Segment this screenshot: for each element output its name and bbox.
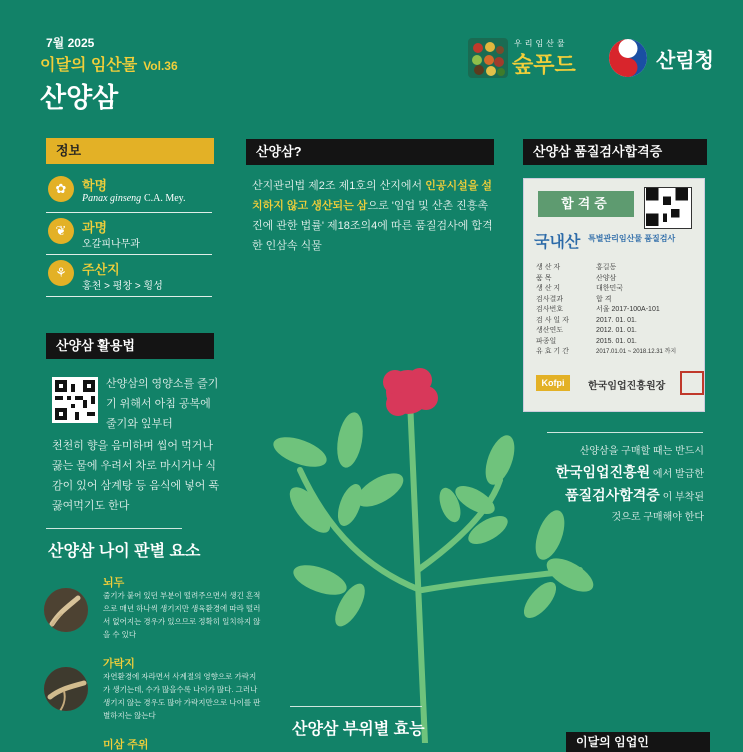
age-item-title: 가락지 [103, 658, 135, 670]
age-heading: 산양삼 나이 판별 요소 [48, 543, 201, 560]
cert-fields: 생 산 자 홍길동 품 목 산양삼 생 산 지 대한민국 검사결과 합 격 검사번호 서울 2017-100A-101 검 사 일 자 2017. 01. 01. 생산연도 2012. 01. 01. 파종일 2015. 01. 01. 유 효 기 간 2017.01.01 ~ 2018.12.31 까지 [536, 264, 677, 355]
efficacy-heading: 산양삼 부위별 효능 [292, 721, 425, 738]
page-title: 산양삼 [40, 83, 119, 113]
taegeuk-icon [608, 38, 648, 78]
cert-heading: 산양삼 품질검사합격증 [523, 139, 707, 165]
cert-issuer: 한국임업진흥원장 [588, 381, 666, 392]
usage-text-2: 천천히 향을 음미하며 씹어 먹거나 끓는 물에 우려서 차로 마시거나 식감이 있어 삼계탕 등 음식에 넣어 푹 끓여먹기도 한다 [52, 440, 220, 512]
cert-qr-icon [644, 187, 692, 229]
what-heading: 산양삼? [246, 139, 494, 165]
cert-stamp: 합격증 [538, 191, 634, 217]
age-item-title: 뇌두 [103, 577, 125, 589]
age-item-text: 줄기가 붙어 있던 부분이 떨려주으면서 생긴 흔적으로 매년 하나씩 생기지만 생육환경에 따라 떨러서 없어지는 경우가 있으므로 정확히 일치하지 않을 수 있다 [103, 591, 261, 639]
issue-month: 7월 2025 [46, 36, 95, 50]
qr-code-icon[interactable] [52, 377, 98, 423]
usage-text-1: 산양삼의 영양소를 즐기기 위해서 아침 공복에 줄기와 잎부터 [106, 378, 219, 430]
root-icon: ⚘ [48, 260, 74, 286]
info-row-scientific-name: ✿ 학명 Panax ginseng C.A. Mey. [46, 170, 212, 213]
forest-service-logo: 산림청 [608, 38, 718, 78]
leaf-icon: ✿ [48, 176, 74, 202]
divider [290, 706, 422, 707]
seal-icon [680, 371, 704, 395]
kofpi-logo: Kofpi [536, 375, 570, 391]
forester-heading: 이달의 임업인 [566, 732, 710, 752]
berry-cluster-icon [383, 368, 438, 416]
divider [46, 528, 182, 529]
info-heading: 정보 [46, 138, 214, 164]
what-text: 산지관리법 제2조 제1호의 산지에서 인공시설을 설치하지 않고 생산되는 삼으로 '임업 및 산촌 진흥촉진에 관한 법률' 제18조의4에 따른 품질검사에 합격한 인삼속 식물 [252, 180, 493, 252]
divider [547, 432, 703, 433]
age-item-title: 미삼 주위 [103, 739, 149, 751]
usage-heading: 산양삼 활용법 [46, 333, 214, 359]
sup-food-logo: 우리임산물 숲푸드 [468, 38, 588, 78]
newsletter-title: 이달의 임산물 Vol.36 [40, 57, 178, 74]
certificate-image [523, 178, 705, 412]
volume-number: Vol.36 [143, 59, 178, 73]
cert-subtitle: 특별관리임산물 품질검사 [588, 234, 676, 243]
cert-origin: 국내산 [534, 234, 581, 251]
herb-icon: ❦ [48, 218, 74, 244]
buy-guidance: 산양삼을 구매할 때는 반드시 한국임업진흥원 에서 발급한 품질검사합격증 이 부착된 것으로 구매해야 한다 [555, 446, 704, 523]
info-row-family: ❦ 과명 오갈피나무과 [46, 212, 212, 255]
info-row-region: ⚘ 주산지 홍천 > 평창 > 횡성 [46, 254, 212, 297]
sup-food-wordmark: 숲푸드 [512, 52, 576, 77]
age-item-text: 자연환경에 자라면서 사계절의 영향으로 가락지가 생기는데, 수가 많을수록 나이가 많다. 그러나 생기지 않는 경우도 많아 가락지만으로 나이를 판별하지는 않는다 [103, 672, 261, 720]
ginseng-plant-illustration [250, 360, 610, 743]
rhizome-photo [44, 588, 88, 632]
ring-photo [44, 667, 88, 711]
